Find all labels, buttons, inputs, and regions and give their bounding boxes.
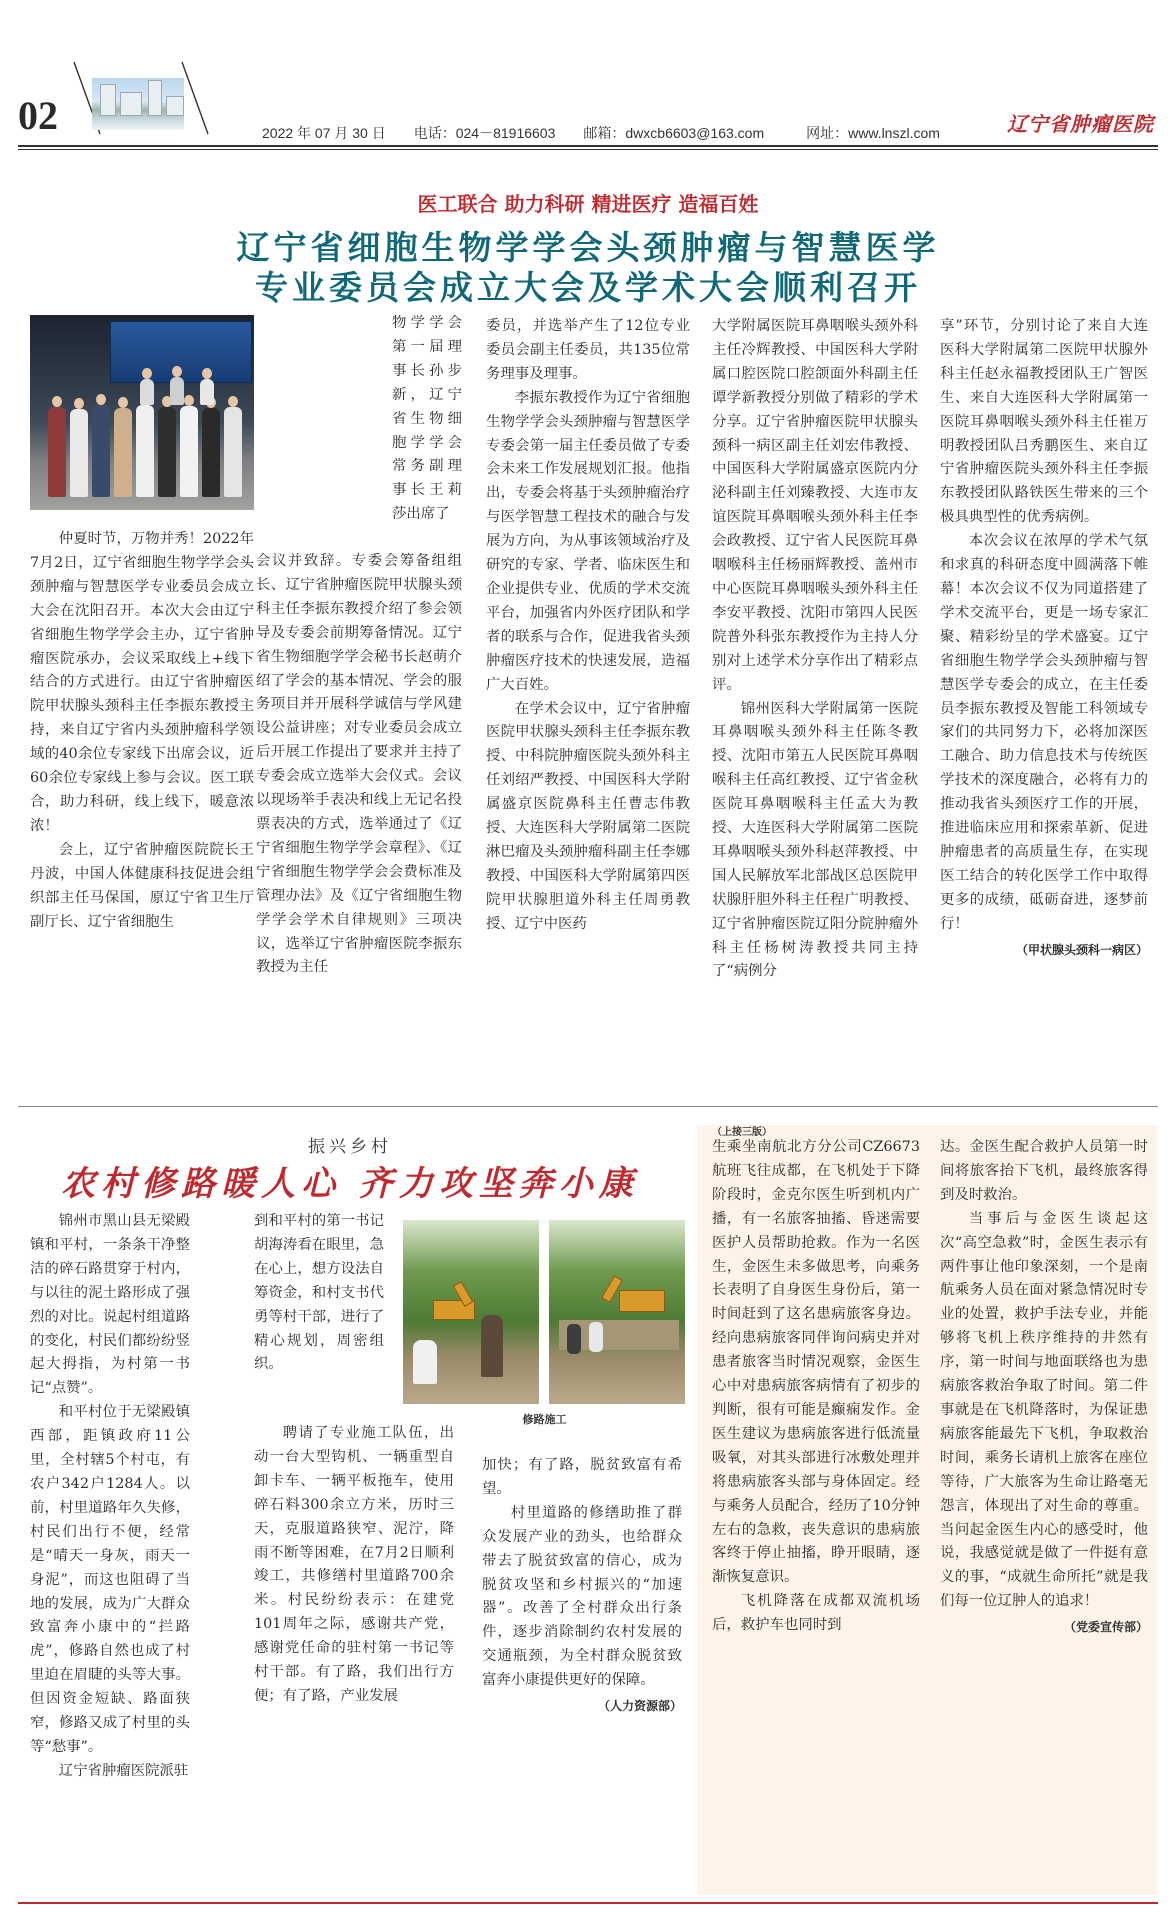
continued-note: （上接三版） [712,1127,772,1138]
paragraph: 生乘坐南航北方分公司CZ6673航班飞往成都，在飞机处于下降阶段时，金克尔医生听到机内广播，有一名旅客抽搐、昏迷需要医护人员帮助抢救。作为一名医生，金医生未多做思考，向乘务长表明了自身医生身份后，第一时间赶到了这名患病旅客身边。经向患病旅客同伴询问病史并对患者旅客当时情况观察，金医生心中对患病旅客病情有了初步的判断，很有可能是癫痫发作。金医生建议为患病旅客进行低流量吸氧，对其头部进行冰敷处理并将患病旅客头部与身体固定。经与乘务人员配合，经历了10分钟左右的急救，丧失意识的患病旅客终于停止抽搐，睁开眼睛，逐渐恢复意识。 [712,1139,920,1586]
lead-kicker: 医工联合 助力科研 精进医疗 造福百姓 [417,192,759,216]
header-building-photo [92,78,184,130]
construction-photo-1 [403,1220,539,1404]
paragraph: 辽宁省肿瘤医院派驻 [58,1762,189,1779]
paragraph: 村里道路的修缮助推了群众发展产业的劲头，也给群众带去了脱贫致富的信心，成为脱贫攻坚和乡村振兴的“加速器”。改善了全村群众出行条件，逐步消除制约农村发展的交通瓶颈，为全村群众脱贫致富奔小康提供更好的保障。 [482,1504,682,1689]
paragraph: 当事后与金医生谈起这次“高空急救”时，金医生表示有两件事让他印象深刻，一个是南航乘务人员在面对紧急情况时专业的处置，救护手法专业，并能够将飞机上秩序维持的井然有序，第一时间与地面联络也为患病旅客救治争取了时间。第二件事就是在飞机降落时，为保证患病旅客能最先下飞机，争取救治时间，乘务长请机上旅客在座位等待，广大旅客为生命让路毫无怨言，体现出了对生命的尊重。当问起金医生内心的感受时，他说，我感觉就是做了一件挺有意义的事，“成就生命所托”就是我们每一位辽肿人的追求！ [940,1210,1148,1610]
paragraph: 聘请了专业施工队伍，出动一台大型钩机、一辆重型自卸卡车、一辆平板拖车，使用碎石料300余立方米，历时三天，克服道路狭窄、泥泞，降雨不断等困难，在7月2日顺利竣工，共修缮村里道路700余米。村民纷纷表示：在建党101周年之际，感谢共产党，感谢党任命的驻村第一书记等村干部。有了路，我们出行方便；有了路，产业发展 [254,1425,454,1704]
lead-column-intro [30,528,254,934]
construction-photo-2 [549,1220,685,1404]
paragraph: 锦州医科大学附属第一医院耳鼻咽喉头颈外科主任陈冬教授、沈阳市第五人民医院耳鼻咽喉科主任高红教授、辽宁省金秋医院耳鼻咽喉科主任孟大为教授、大连医科大学附属第二医院耳鼻咽喉头颈外科赵萍教授、中国人民解放军北部战区总医院甲状腺肝胆外科主任程广明教授、辽宁省肿瘤医院辽阳分院肿瘤外科主任杨树涛教授共同主持了“病例分 [712,700,918,980]
paragraph: 李振东教授作为辽宁省细胞生物学学会头颈肿瘤与智慧医学专委会第一届主任委员做了专委会未来工作发展规划汇报。他指出，专委会将基于头颈肿瘤治疗与医学智慧工程技术的融合与发展为方向，为从事该领域治疗及研究的专家、学者、临床医生和企业提供专业、优质的学术交流平台，加强省内外医疗团队和学者的联系与合作，促进我省头颈肿瘤医疗技术的快速发展，造福广大百姓。 [486,389,690,693]
header-divider-right [180,60,210,136]
paragraph: 大学附属医院耳鼻咽喉头颈外科主任冷辉教授、中国医科大学附属口腔医院口腔颌面外科副主任谭学新教授分别做了精彩的学术分享。辽宁省肿瘤医院甲状腺头颈科一病区副主任刘宏伟教授、中国医科大学附属盛京医院内分泌科副主任刘臻教授、大连市友谊医院耳鼻咽喉头颈外科主任李会政教授、辽宁省人民医院耳鼻咽喉科主任杨丽辉教授、盖州市中心医院耳鼻咽喉头颈外科主任李安平教授、沈阳市第四人民医院普外科张东教授作为主持人分别对上述学术分享作出了精彩点评。 [712,318,918,693]
paragraph: 仲夏时节，万物并秀！2022年7月2日，辽宁省细胞生物学学会头颈肿瘤与智慧医学专业委员会成立大会在沈阳召开。本次大会由辽宁省细胞生物学学会主办，辽宁省肿瘤医院承办，会议采取线上+线下结合的方式进行。由辽宁省肿瘤医院甲状腺头颈科主任李振东教授主持，来自辽宁省内头颈肿瘤科学领域的40余位专家线下出席会议，近60余位专家线上参与会议。医工联合，助力科研，线上线下，暖意浓浓！ [30,531,254,834]
lead-column-4 [712,315,918,984]
lead-title-line2: 专业委员会成立大会及学术大会顺利召开 [255,268,921,307]
photo-caption: 修路施工 [522,1413,567,1426]
rural-kicker: 振兴乡村 [308,1137,392,1157]
paragraph: 达。金医生配合救护人员第一时间将旅客抬下飞机，最终旅客得到及时救治。 [940,1139,1148,1203]
paragraph: 物学学会第一届理事长孙步新，辽宁省生物细胞学学会常务副理事长王莉莎出席了 [392,315,462,523]
paragraph: 加快；有了路，脱贫致富有希望。 [482,1457,682,1497]
rural-signature: （人力资源部） [597,1699,682,1714]
section-rule [18,1106,1158,1107]
road-construction-photos [403,1220,686,1442]
rural-column-3 [482,1454,682,1719]
paragraph: 会上，辽宁省肿瘤医院院长王丹波，中国人体健康科技促进会组织部主任马保国，原辽宁省卫生厅副厅长、辽宁省细胞生 [30,841,254,930]
rural-title: 农村修路暖人心 齐力攻坚奔小康 [61,1164,639,1204]
lead-column-3 [486,315,690,937]
lead-signature: （甲状腺头颈科一病区） [1015,942,1148,957]
masthead-logo: 辽宁省肿瘤医院 [1007,112,1154,136]
header-date-info: 2022 年 07 月 30 日 电话：024－81916603 邮箱：dwxcb6603@163.com 网址：www.lnszl.com [262,125,940,141]
lead-title-line1: 辽宁省细胞生物学学会头颈肿瘤与智慧医学 [236,228,940,267]
rural-column-1 [30,1210,190,1784]
lead-column-5 [940,315,1148,962]
continued-column-1 [712,1136,920,1638]
paragraph: 在学术会议中，辽宁省肿瘤医院甲状腺头颈科主任李振东教授、中科院肿瘤医院头颈外科主任刘绍严教授、中国医科大学附属盛京医院鼻科主任曹志伟教授、大连医科大学附属第二医院淋巴瘤及头颈肿瘤科副主任李娜教授、中国医科大学附属第四医院甲状腺胆道外科主任周勇教授、辽宁中医药 [486,700,690,932]
paragraph: 飞机降落在成都双流机场后，救护车也同时到 [712,1593,920,1634]
paragraph: 享”环节，分别讨论了来自大连医科大学附属第二医院甲状腺外科主任赵永福教授团队王广智医生、来自大连医科大学附属第一医院耳鼻咽喉头颈外科主任崔万明教授团队吕秀鹏医生、来自辽宁省肿瘤医院头颈外科主任李振东教授团队路铁医生带来的三个极具典型性的优秀病例。 [940,318,1148,526]
lead-column-1 [392,312,462,527]
continued-column-2 [940,1136,1148,1640]
continued-signature: （党委宣传部） [1063,1620,1148,1635]
paragraph: 和平村位于无梁殿镇西部，距镇政府11公里，全村辖5个村屯，有农户342户1284人。以前，村里道路年久失修，村民们出行不便，经常是“晴天一身灰，雨天一身泥”，而这也阻碍了当地的发展，成为广大群众致富奔小康中的“拦路虎”，修路自然也成了村里迫在眉睫的头等大事。但因资金短缺、路面狭窄，修路又成了村里的头等“愁事”。 [30,1404,190,1755]
paragraph: 委员，并选举产生了12位专业委员会副主任委员，共135位常务理事及理事。 [486,318,690,382]
conference-group-photo [30,315,254,510]
page-number: 02 [18,93,58,138]
paragraph: 到和平村的第一书记胡海涛看在眼里，急在心上，想方设法自筹资金，和村支书代勇等村干部，进行了精心规划，周密组织。 [254,1213,384,1373]
paragraph: 锦州市黑山县无梁殿镇和平村，一条条干净整洁的碎石路贯穿于村内，与以往的泥土路形成了强烈的对比。说起村组道路的变化，村民们都纷纷竖起大拇指，为村第一书记“点赞”。 [30,1213,190,1397]
footer-rule [18,1902,1158,1904]
rural-column-2b [254,1422,454,1709]
lead-column-2 [256,550,462,980]
paragraph: 本次会议在浓厚的学术气氛和求真的科研态度中圆满落下帷幕！本次会议不仅为同道搭建了学术交流平台，更是一场专家汇聚、精彩纷呈的学术盛宴。辽宁省细胞生物学学会头颈肿瘤与智慧医学专委会的成立，在主任委员李振东教授及智能工科领域专家们的共同努力下，必将加深医工融合、助力信息技术与传统医学技术的深度融合，必将有力的推动我省头颈医疗工作的开展，推进临床应用和探索革新、促进肿瘤患者的高质量生存，在实现医工结合的转化医学工作中取得更多的成绩，砥砺奋进，逐梦前行！ [940,533,1148,932]
header-rule [18,145,1158,147]
rural-column-2 [254,1210,384,1377]
paragraph: 会议并致辞。专委会筹备组组长、辽宁省肿瘤医院甲状腺头颈科主任李振东教授介绍了参会领导及专委会前期筹备情况。辽宁省生物细胞学学会秘书长赵萌介绍了学会的基本情况、学会的服务项目并开展科学诚信与学风建设公益讲座；对专业委员会成立后开展工作提出了要求并主持了专委会成立选举大会仪式。会议以现场举手表决和线上无记名投票表决的方式，选举通过了《辽宁省细胞生物学学会章程》、《辽宁省细胞生物学学会会费标准及管理办法》及《辽宁省细胞生物学学会学术自律规则》三项决议，选举辽宁省肿瘤医院李振东教授为主任 [256,553,462,976]
header-rule-thin [18,149,1158,150]
